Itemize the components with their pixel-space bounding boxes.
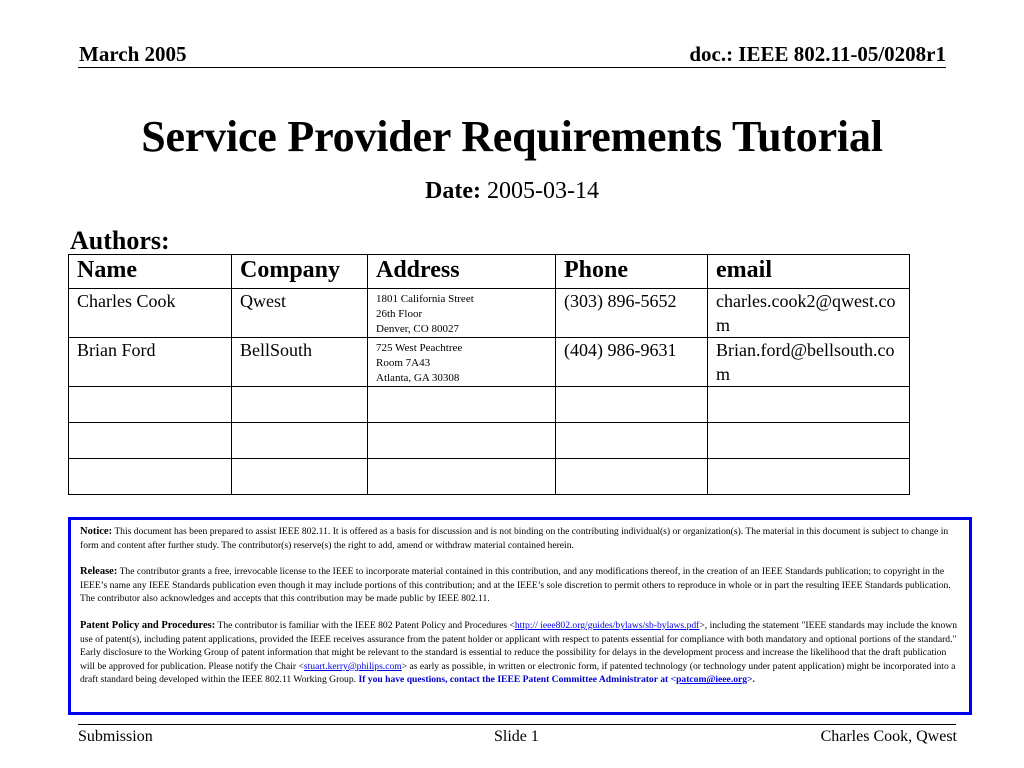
column-header-address: Address [368, 255, 556, 289]
notice-heading: Notice: [80, 526, 113, 537]
header-date: March 2005 [79, 42, 187, 66]
bylaws-link[interactable]: http:// ieee802.org/guides/bylaws/sb-bylaws.pdf [514, 619, 700, 631]
patent-paragraph [80, 619, 960, 687]
date-value: 2005-03-14 [486, 178, 599, 204]
author-phone: (303) 896-5652 [556, 289, 708, 338]
column-header-name: Name [69, 255, 232, 289]
patent-text-3: > as early as possible, in written or electronic form, if patented technology (or technology under patent application) might be incorporated into a draft standard being developed within the IEEE 802.11 Working Group. [80, 660, 956, 686]
empty-cell [708, 423, 910, 459]
release-text: The contributor grants a free, irrevocable license to the IEEE to incorporate material contained in this contribution, and any modifications thereof, in the creation of an IEEE Standards publication; to copyright in the IEEE’s name any IEEE Standards publication even though it may include portions of this contribution; and at the IEEE’s sole discretion to permit others to reproduce in whole or in part the resulting IEEE Standards publication. The contributor also acknowledges and accepts that this contribution may be made public by IEEE 802.11. [80, 566, 951, 605]
table-header-row [69, 255, 910, 289]
author-address [368, 338, 556, 387]
authors-table [68, 254, 910, 495]
column-header-company: Company [232, 255, 368, 289]
table-row [69, 338, 910, 387]
column-header-phone: Phone [556, 255, 708, 289]
patent-contact-end: >. [747, 674, 755, 686]
address-line: 1801 California Street [376, 293, 474, 305]
empty-cell [556, 387, 708, 423]
notice-text: This document has been prepared to assist IEEE 802.11. It is offered as a basis for discussion and is not binding on the contributing individual(s) or organization(s). The material in this document is subject to change in form and content after further study. The contributor(s) reserve(s) the right to add, amend or withdraw material contained herein. [80, 526, 949, 551]
footer-author: Charles Cook, Qwest [820, 728, 957, 745]
author-company: Qwest [232, 289, 368, 338]
empty-cell [556, 459, 708, 495]
author-address [368, 289, 556, 338]
table-row-empty [69, 459, 910, 495]
empty-cell [232, 387, 368, 423]
author-email: Brian.ford@bellsouth.com [708, 338, 910, 387]
slide-title: Service Provider Requirements Tutorial [141, 112, 883, 161]
author-company: BellSouth [232, 338, 368, 387]
empty-cell [708, 459, 910, 495]
notice-paragraph [80, 525, 960, 552]
address-line: Atlanta, GA 30308 [376, 372, 460, 384]
author-name: Brian Ford [69, 338, 232, 387]
table-row [69, 289, 910, 338]
empty-cell [232, 423, 368, 459]
patcom-email-link[interactable]: patcom@ieee.org [676, 674, 748, 686]
empty-cell [708, 387, 910, 423]
header-doc-id: doc.: IEEE 802.11-05/0208r1 [689, 42, 946, 66]
date-label: Date: [425, 178, 481, 204]
date-line [0, 178, 1024, 205]
patent-contact-text: If you have questions, contact the IEEE Patent Committee Administrator at < [358, 674, 677, 686]
empty-cell [69, 387, 232, 423]
release-paragraph [80, 565, 960, 606]
notice-box [68, 517, 972, 715]
patent-heading: Patent Policy and Procedures: [80, 619, 216, 631]
empty-cell [69, 423, 232, 459]
patent-text-2: >, including the statement "IEEE standards may include the known use of patent(s), including patent applications, provided the IEEE receives assurance from the patent holder or applicant with respect to patents essential for compliance with both mandatory and optional portions of the standard." Early disclosure to the Working Group of patent information that might be relevant to the standard is essential to reduce the possibility for delays in the development process and increase the likelihood that the draft publication will be approved for publication. Please notify the Chair < [80, 619, 957, 672]
footer-slide-number: Slide 1 [494, 728, 539, 745]
empty-cell [69, 459, 232, 495]
empty-cell [232, 459, 368, 495]
address-line: 26th Floor [376, 308, 423, 320]
table-row-empty [69, 387, 910, 423]
empty-cell [368, 459, 556, 495]
address-line: 725 West Peachtree [376, 342, 463, 354]
author-name: Charles Cook [69, 289, 232, 338]
author-email: charles.cook2@qwest.com [708, 289, 910, 338]
chair-email-link[interactable]: stuart.kerry@philips.com [303, 660, 402, 672]
patent-contact [358, 674, 754, 685]
empty-cell [556, 423, 708, 459]
footer-submission: Submission [78, 728, 153, 745]
author-phone: (404) 986-9631 [556, 338, 708, 387]
footer-rule [78, 724, 956, 725]
address-line: Denver, CO 80027 [376, 323, 459, 335]
table-row-empty [69, 423, 910, 459]
patent-text-1: The contributor is familiar with the IEEE 802 Patent Policy and Procedures < [217, 619, 515, 631]
empty-cell [368, 387, 556, 423]
empty-cell [368, 423, 556, 459]
column-header-email: email [708, 255, 910, 289]
header-rule [78, 67, 946, 68]
authors-label: Authors: [70, 226, 170, 255]
address-line: Room 7A43 [376, 357, 431, 369]
release-heading: Release: [80, 566, 118, 578]
